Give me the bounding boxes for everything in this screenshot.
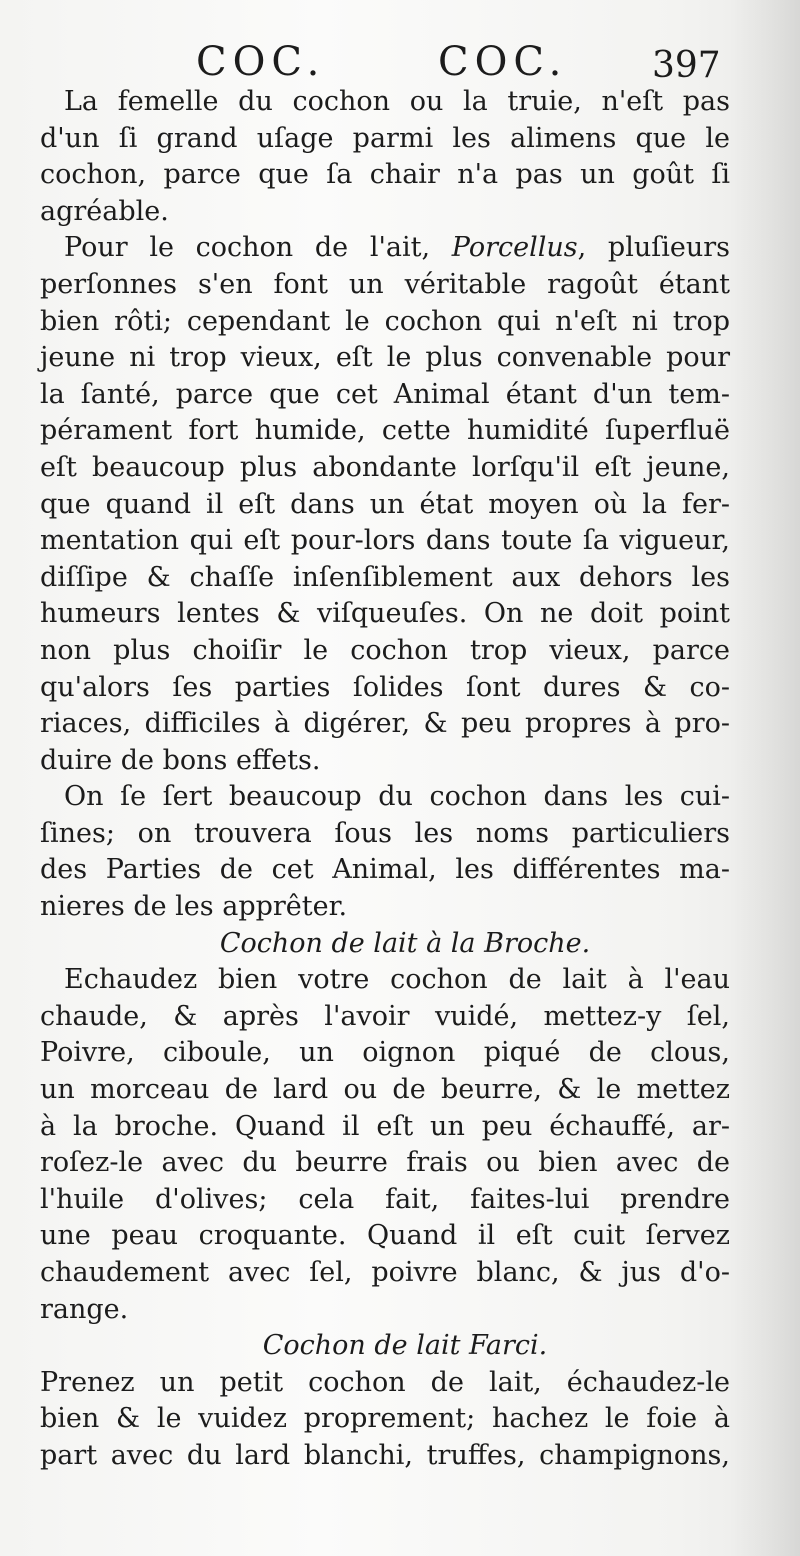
text-line: nieres de les apprêter. — [40, 891, 348, 923]
text-line: La femelle du cochon ou la truie, n'eſt pas — [64, 86, 730, 117]
text-line: perſonnes s'en font un véritable ragoût étant — [40, 268, 730, 300]
text-line: jeune ni trop vieux, eſt le plus convenable pour — [40, 342, 730, 374]
text-line: part avec du lard blanchi, truffes, champignons, — [40, 1439, 730, 1471]
page-number: 397 — [652, 45, 721, 86]
recipe-heading: Cochon de lait à la Broche. — [219, 927, 591, 959]
paragraph-cuisines — [40, 779, 730, 925]
text-line: riaces, difficiles à digérer, & peu propres à pro- — [40, 708, 730, 740]
paragraph-truie — [40, 84, 730, 230]
body-text — [40, 84, 730, 1475]
running-head-left: COC. — [196, 39, 326, 85]
recipe-broche — [40, 926, 730, 1329]
text-line: chaudement avec ſel, poivre blanc, & jus d'o- — [40, 1257, 730, 1288]
text-line: cochon, parce que ſa chair n'a pas un goût ſi — [40, 159, 730, 191]
text-line: Echaudez bien votre cochon de lait à l'eau — [64, 964, 730, 996]
text-line: agréable. — [40, 195, 169, 227]
running-head-right: COC. — [438, 39, 568, 85]
recipe-heading: Cochon de lait Farci. — [262, 1330, 548, 1362]
text-line: ſines; on trouvera ſous les noms particuliers — [40, 817, 730, 849]
recipe-farci — [40, 1328, 730, 1474]
text-line: que quand il eſt dans un état moyen où la fer- — [40, 488, 730, 520]
text-line: qu'alors ſes parties ſolides ſont dures & co- — [40, 671, 730, 703]
text-line: l'huile d'olives; cela fait, faites-lui prendre — [40, 1183, 730, 1215]
text-line: Poivre, ciboule, un oignon piqué de clous, — [40, 1037, 730, 1069]
text-line: bien & le vuidez proprement; hachez le foie à — [40, 1403, 730, 1435]
text-line: roſez-le avec du beurre frais ou bien avec de — [40, 1147, 730, 1179]
text-line: range. — [40, 1293, 129, 1325]
text-line: diſſipe & chaſſe inſenſiblement aux dehors les — [40, 561, 730, 593]
text-line: à la broche. Quand il eſt un peu échauffé, ar- — [40, 1110, 730, 1142]
text-line: Prenez un petit cochon de lait, échaudez-le — [40, 1366, 730, 1398]
text-line: un morceau de lard ou de beurre, & le mettez — [40, 1074, 730, 1106]
text-run: , pluſieurs — [577, 232, 730, 264]
text-line: pérament fort humide, cette humidité ſuperfluë — [40, 415, 730, 447]
text-line: d'un ſi grand uſage parmi les alimens que le — [40, 122, 730, 154]
text-line: une peau croquante. Quand il eſt cuit ſervez — [40, 1220, 730, 1252]
text-line: On ſe ſert beaucoup du cochon dans les cui- — [64, 781, 730, 813]
text-line: mentation qui eſt pour-lors dans toute ſa vigueur, — [40, 525, 730, 557]
text-line: la ſanté, parce que cet Animal étant d'un tem- — [40, 378, 730, 410]
latin-term: Porcellus — [451, 232, 578, 264]
text-line: bien rôti; cependant le cochon qui n'eſt ni trop — [40, 305, 730, 337]
text-line — [40, 230, 730, 267]
text-line: duire de bons effets. — [40, 744, 321, 776]
text-line: non plus choiſir le cochon trop vieux, parce — [40, 634, 730, 666]
page-edge-shadow — [730, 0, 800, 1556]
paragraph-cochon-de-lait — [40, 230, 730, 779]
text-line: chaude, & après l'avoir vuidé, mettez-y ſel, — [40, 1000, 730, 1032]
text-run: Pour le cochon de l'ait, — [64, 232, 452, 264]
text-line: eſt beaucoup plus abondante lorſqu'il eſt jeune, — [40, 451, 730, 483]
text-line: humeurs lentes & viſqueuſes. On ne doit point — [40, 598, 730, 630]
text-line: des Parties de cet Animal, les différentes ma- — [40, 854, 730, 886]
